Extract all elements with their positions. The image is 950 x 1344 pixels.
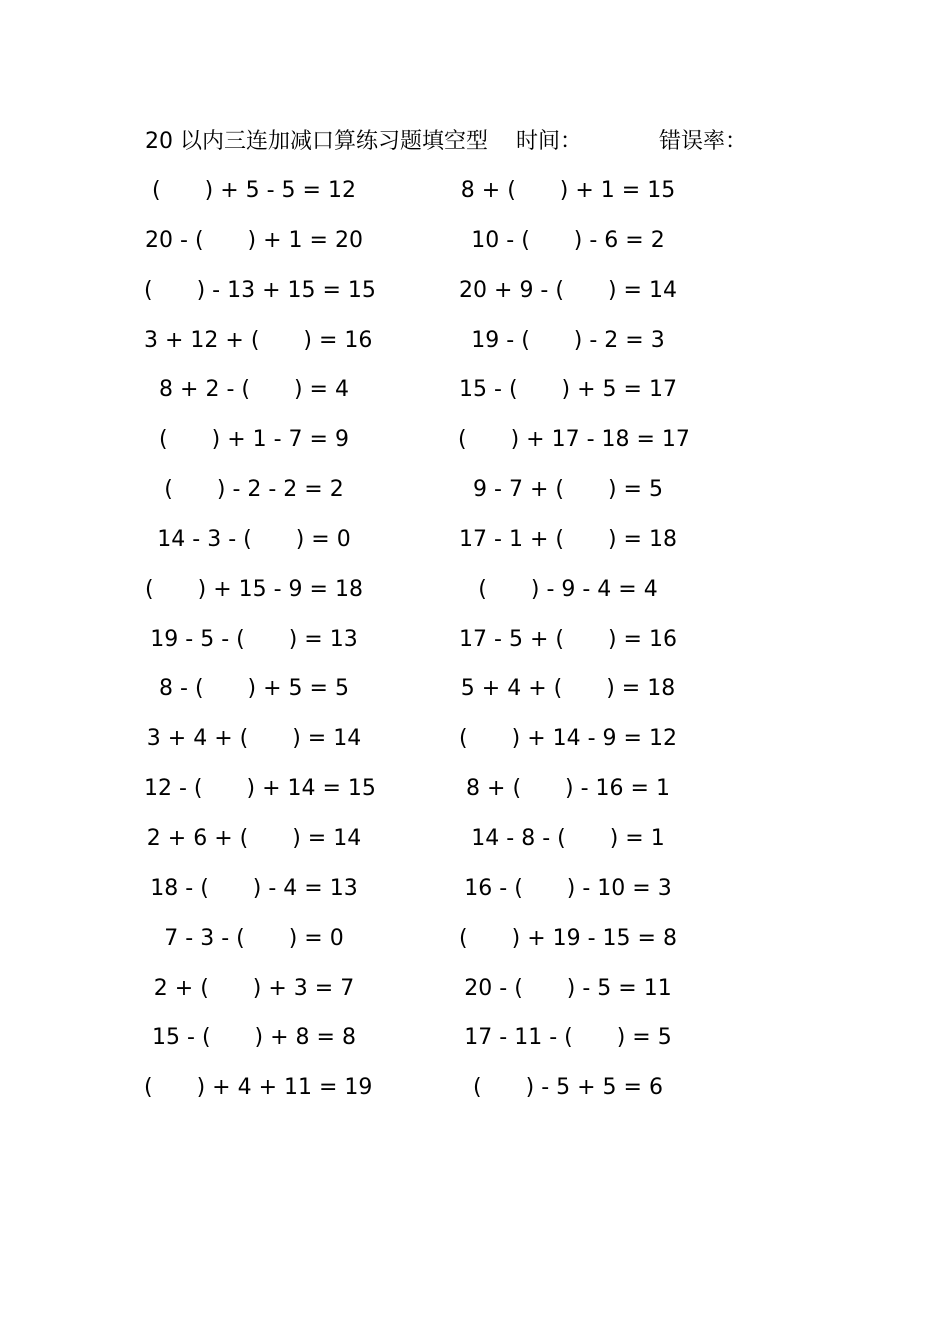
math-problem: 19 - 5 - ( ) = 13 xyxy=(150,626,358,652)
math-problem: 19 - ( ) - 2 = 3 xyxy=(471,327,665,353)
math-problem: 14 - 3 - ( ) = 0 xyxy=(157,526,351,552)
math-problem: 16 - ( ) - 10 = 3 xyxy=(464,875,672,901)
math-problem: 20 + 9 - ( ) = 14 xyxy=(459,277,677,303)
math-problem: ( ) - 13 + 15 = 15 xyxy=(144,277,376,303)
math-problem: 18 - ( ) - 4 = 13 xyxy=(150,875,358,901)
math-problem: 2 + 6 + ( ) = 14 xyxy=(146,825,362,851)
math-problem: 9 - 7 + ( ) = 5 xyxy=(473,477,663,503)
math-problem: 8 - ( ) + 5 = 5 xyxy=(159,676,349,702)
math-problem: 17 - 1 + ( ) = 18 xyxy=(459,526,677,552)
math-problem: 20 - ( ) - 5 = 11 xyxy=(464,975,672,1001)
math-problem: ( ) - 5 + 5 = 6 xyxy=(473,1075,663,1101)
math-problem: 3 + 4 + ( ) = 14 xyxy=(146,726,362,752)
math-problem: ( ) - 2 - 2 = 2 xyxy=(164,477,344,503)
math-problem: ( ) + 14 - 9 = 12 xyxy=(459,726,677,752)
math-problem: ( ) + 1 - 7 = 9 xyxy=(159,427,349,453)
math-problem: ( ) + 15 - 9 = 18 xyxy=(145,576,363,602)
math-problem: 8 + ( ) - 16 = 1 xyxy=(466,776,670,802)
math-problem: 15 - ( ) + 8 = 8 xyxy=(152,1025,356,1051)
math-problem: ( ) + 4 + 11 = 19 xyxy=(144,1075,373,1101)
math-problem: 8 + ( ) + 1 = 15 xyxy=(460,178,676,203)
math-problem: 12 - ( ) + 14 = 15 xyxy=(144,776,376,802)
error-rate-label: 错误率： xyxy=(658,129,747,154)
math-problem: 3 + 12 + ( ) = 16 xyxy=(144,327,373,353)
math-problem: 5 + 4 + ( ) = 18 xyxy=(460,676,676,702)
time-label: 时间： xyxy=(515,129,582,154)
math-problem: 17 - 5 + ( ) = 16 xyxy=(459,626,677,652)
math-problem: 15 - ( ) + 5 = 17 xyxy=(459,377,677,403)
math-problem: 2 + ( ) + 3 = 7 xyxy=(153,975,355,1001)
left-problem-column xyxy=(144,174,376,1121)
math-problem: ( ) + 19 - 15 = 8 xyxy=(459,925,677,951)
math-problem: 17 - 11 - ( ) = 5 xyxy=(464,1025,672,1051)
math-problem: ( ) - 9 - 4 = 4 xyxy=(478,576,658,602)
worksheet-header xyxy=(145,127,747,157)
math-problem: ( ) + 17 - 18 = 17 xyxy=(458,427,690,453)
worksheet-title: 20 以内三连加减口算练习题填空型 xyxy=(145,129,488,154)
right-problem-column xyxy=(458,174,690,1121)
math-problem: 20 - ( ) + 1 = 20 xyxy=(145,227,363,253)
math-problem: 7 - 3 - ( ) = 0 xyxy=(164,925,344,951)
math-problem: 14 - 8 - ( ) = 1 xyxy=(471,825,665,851)
math-problem: ( ) + 5 - 5 = 12 xyxy=(152,178,356,203)
math-problem: 8 + 2 - ( ) = 4 xyxy=(159,377,349,403)
math-problem: 10 - ( ) - 6 = 2 xyxy=(471,227,665,253)
